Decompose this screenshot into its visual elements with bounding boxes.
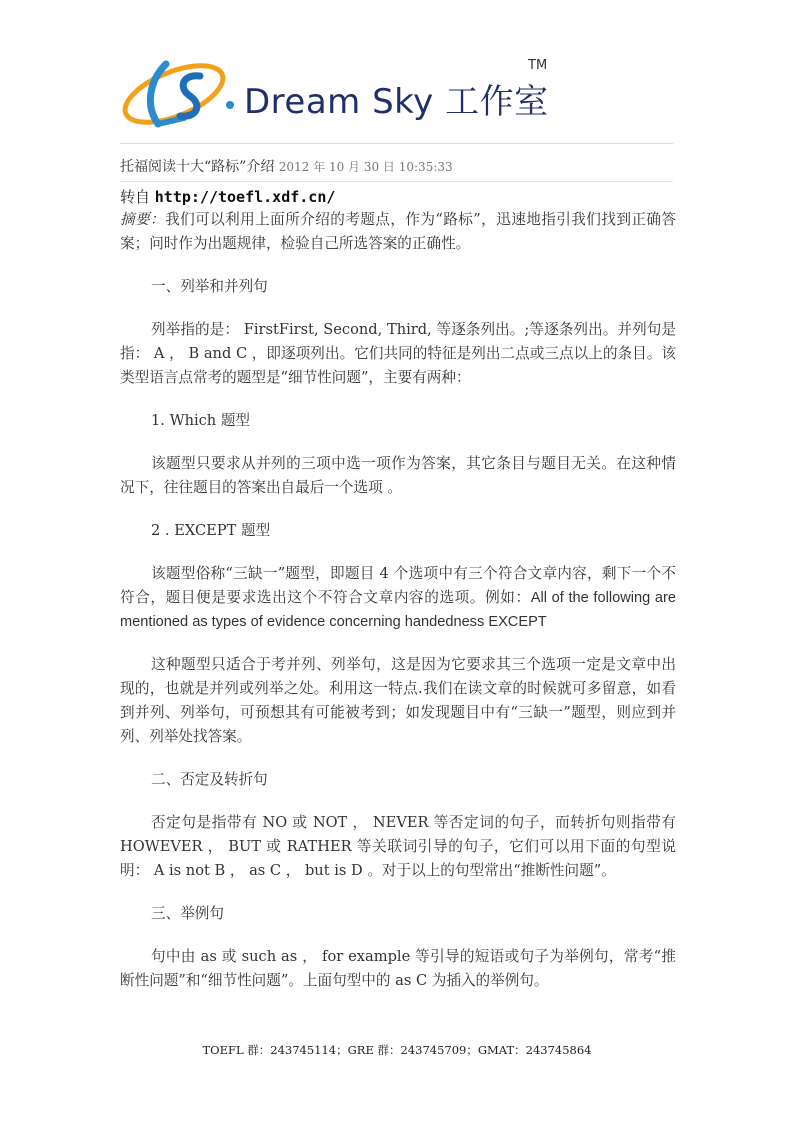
abstract xyxy=(120,208,676,256)
source-line xyxy=(120,186,335,207)
abstract-text: 我们可以利用上面所介绍的考题点，作为“路标”，迅速地指引我们找到正确答案；问时作为出题规律，检验自己所选答案的正确性。 xyxy=(120,211,676,252)
article-title: 托福阅读十大“路标”介绍 xyxy=(120,159,275,175)
source-link[interactable]: http://toefl.xdf.cn/ xyxy=(154,188,336,206)
section-heading-1: 一、列举和并列句 xyxy=(151,278,268,295)
source-prefix: 转自 xyxy=(120,188,155,206)
subheading-which: 1. Which 题型 xyxy=(151,412,251,429)
logo-text: Dream Sky 工作室 xyxy=(244,82,549,122)
article-body xyxy=(120,208,676,993)
dream-sky-logo-icon xyxy=(118,52,246,138)
paragraph-which: 该题型只要求从并列的三项中选一项作为答案，其它条目与题目无关。在这种情况下，往往题目的答案出自最后一个选项 。 xyxy=(120,455,676,496)
title-divider xyxy=(120,181,673,182)
subheading-except: 2 . EXCEPT 题型 xyxy=(151,522,271,539)
article-title-line xyxy=(120,156,453,176)
footer-contact: TOEFL 群：243745114；GRE 群：243745709；GMAT：243745864 xyxy=(202,1043,592,1057)
paragraph-negation: 否定句是指带有 NO 或 NOT ， NEVER 等否定词的句子，而转折句则指带有 HOWEVER ， BUT 或 RATHER 等关联词引导的句子，它们可以用下面的句型说明： A is not B ， as C ， but is D 。对于以上的句型常出“推断性问题”。 xyxy=(120,814,676,879)
article-date: 2012 年 10 月 30 日 10:35:33 xyxy=(278,160,453,174)
abstract-label: 摘要： xyxy=(120,211,166,228)
paragraph-except-text: 该题型俗称“三缺一”题型，即题目 4 个选项中有三个符合文章内容，剩下一个不符合，题目便是要求选出这个不符合文章内容的选项。例如： xyxy=(120,565,676,606)
paragraph-except xyxy=(120,562,676,634)
paragraph-except-example: All of the following are mentioned as types of evidence concerning handedness EXCEPT xyxy=(120,590,676,630)
trademark-symbol: TM xyxy=(528,58,548,73)
brand-logo xyxy=(118,52,558,138)
header-divider xyxy=(120,143,673,144)
section-heading-2: 二、否定及转折句 xyxy=(151,771,268,788)
section-heading-3: 三、举例句 xyxy=(151,905,224,922)
paragraph-examples: 句中由 as 或 such as ， for example 等引导的短语或句子为举例句，常考“推断性问题”和“细节性问题”。上面句型中的 as C 为插入的举例句。 xyxy=(120,948,676,989)
paragraph-except-note: 这种题型只适合于考并列、列举句，这是因为它要求其三个选项一定是文章中出现的，也就是并列或列举之处。利用这一特点.我们在读文章的时候就可多留意，如看到并列、列举句，可预想其有可能被考到；如发现题目中有“三缺一”题型，则应到并列、列举处找答案。 xyxy=(120,656,676,745)
paragraph-enumeration: 列举指的是： FirstFirst, Second, Third, 等逐条列出。;等逐条列出。并列句是指： A ， B and C ，即逐项列出。它们共同的特征是列出二点或三点以上的条目。该类型语言点常考的题型是“细节性问题”，主要有两种： xyxy=(120,321,676,386)
